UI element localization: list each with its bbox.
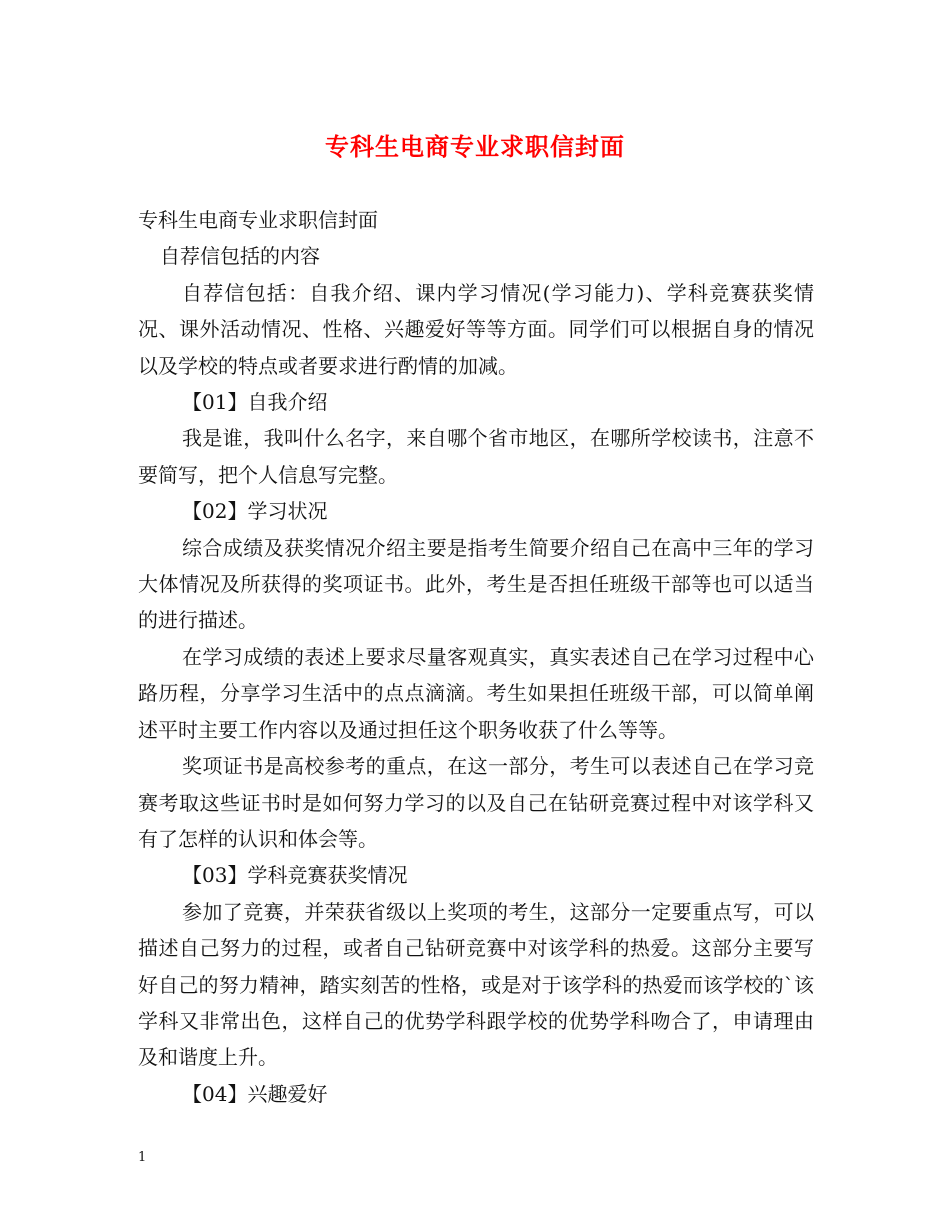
document-body <box>138 202 814 1112</box>
paragraph: 在学习成绩的表述上要求尽量客观真实，真实表述自己在学习过程中心路历程，分享学习生活中的点点滴滴。考生如果担任班级干部，可以简单阐述平时主要工作内容以及通过担任这个职务收获了什么等等。 <box>138 644 814 742</box>
paragraph: 我是谁，我叫什么名字，来自哪个省市地区，在哪所学校读书，注意不要简写，把个人信息写完整。 <box>138 426 814 487</box>
section-heading-02: 【02】学习状况 <box>182 499 328 524</box>
paragraph: 参加了竞赛，并荣获省级以上奖项的考生，这部分一定要重点写，可以描述自己努力的过程，或者自己钻研竞赛中对该学科的热爱。这部分主要写好自己的努力精神，踏实刻苦的性格，或是对于该学科的热爱而该学校的`该学科又非常出色，这样自己的优势学科跟学校的优势学科吻合了，申请理由及和谐度上升。 <box>138 899 814 1070</box>
page-number: 1 <box>138 1150 147 1165</box>
section-heading-04: 【04】兴趣爱好 <box>182 1081 328 1106</box>
paragraph: 综合成绩及获奖情况介绍主要是指考生简要介绍自己在高中三年的学习大体情况及所获得的奖项证书。此外，考生是否担任班级干部等也可以适当的进行描述。 <box>138 535 814 633</box>
paragraph: 自荐信包括：自我介绍、课内学习情况(学习能力)、学科竞赛获奖情况、课外活动情况、性格、兴趣爱好等等方面。同学们可以根据自身的情况以及学校的特点或者要求进行酌情的加减。 <box>138 280 814 378</box>
section-heading-01: 【01】自我介绍 <box>182 390 328 415</box>
paragraph: 奖项证书是高校参考的重点，在这一部分，考生可以表述自己在学习竞赛考取这些证书时是如何努力学习的以及自己在钻研竞赛过程中对该学科又有了怎样的认识和体会等。 <box>138 754 814 851</box>
section-intro-heading: 自荐信包括的内容 <box>160 244 320 269</box>
section-heading-03: 【03】学科竞赛获奖情况 <box>182 863 408 888</box>
heading-repeat: 专科生电商专业求职信封面 <box>138 208 378 232</box>
document-title: 专科生电商专业求职信封面 <box>325 132 625 161</box>
